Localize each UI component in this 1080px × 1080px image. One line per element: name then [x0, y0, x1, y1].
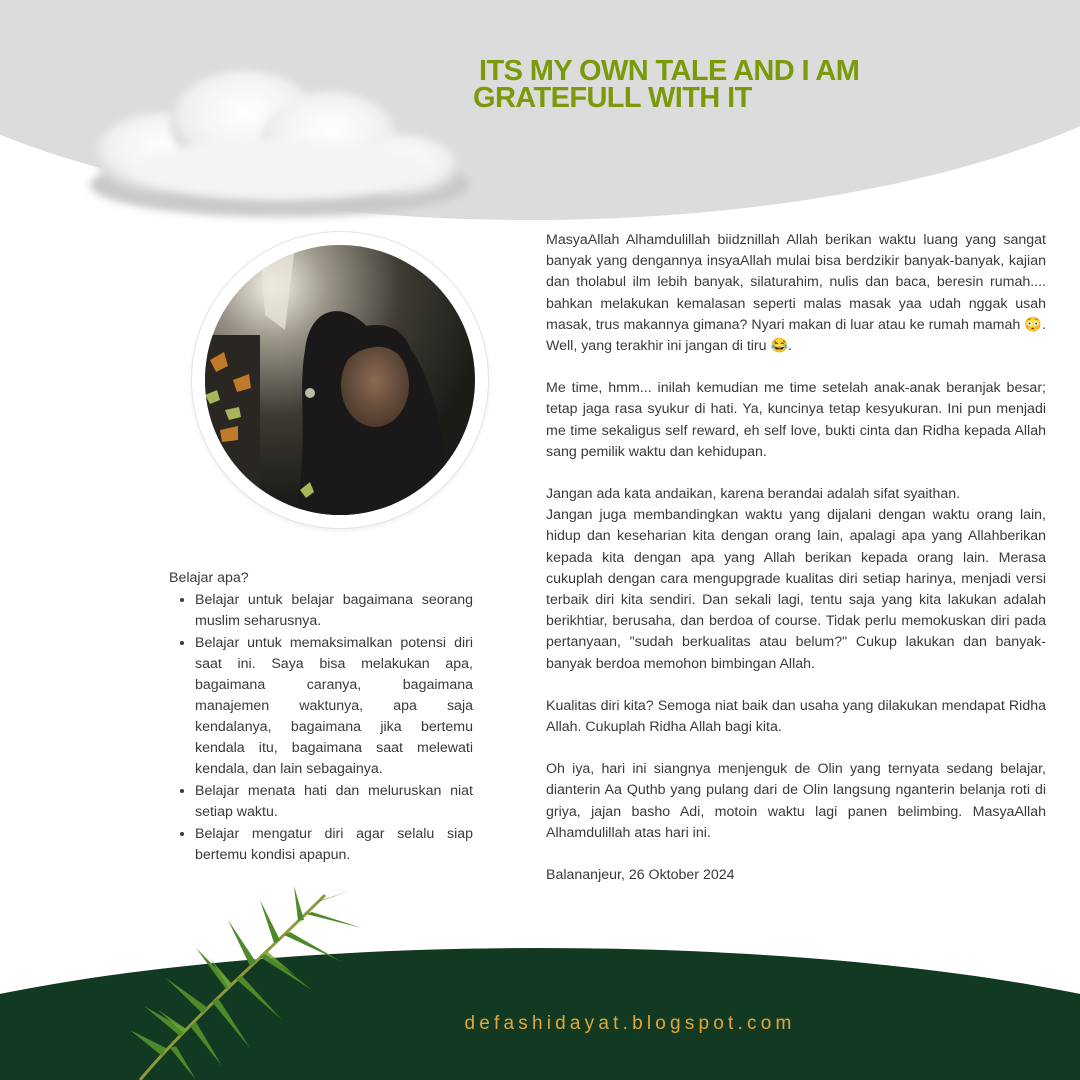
title-line-2: GRATEFULL WITH IT [473, 82, 752, 114]
learning-heading: Belajar apa? [169, 570, 249, 586]
paragraph: MasyaAllah Alhamdulillah biidznillah Allah berikan waktu luang yang sangat banyak yang dengannya insyaAllah mulai bisa berdzikir banyak-banyak, kajian dan tholabul ilm lebih banyak, silaturahim, nulis dan baca, beresin rumah.... bahkan melakukan kemalasan seperti malas masak yaa udah nggak usah masak, trus makannya gimana? Nyari makan di luar atau ke rumah mamah 😳. Well, yang terakhir ini jangan di tiru 😂. [546, 232, 1046, 355]
list-item: • Belajar untuk belajar bagaimana seorang muslim seharusnya. [195, 590, 473, 632]
learning-section [169, 568, 473, 867]
list-item: • Belajar menata hati dan meluruskan niat setiap waktu. [195, 781, 473, 823]
cloud-illustration [70, 55, 490, 225]
paragraph: Oh iya, hari ini siangnya menjenguk de Olin yang ternyata sedang belajar, dianterin Aa Quthb yang pulang dari de Olin langsung nganterin belanja roti di griya, jajan basho Adi, motoin waktu lagi panen belimbing. MasyaAllah Alhamdulillah atas hari ini. [546, 761, 1046, 841]
blog-url[interactable]: defashidayat.blogspot.com [464, 1013, 796, 1034]
signature: Balananjeur, 26 Oktober 2024 [546, 867, 735, 884]
list-item: • Belajar untuk memaksimalkan potensi diri saat ini. Saya bisa melakukan apa, bagaimana caranya, bagaimana manajemen waktunya, apa saja kendalanya, bagaimana jika bertemu kendala itu, bagaimana saat melewati kendala, dan lain sebagainya. [195, 633, 473, 780]
paragraph: Jangan ada kata andaikan, karena berandai adalah sifat syaithan. [546, 486, 961, 503]
paragraph: Kualitas diri kita? Semoga niat baik dan usaha yang dilakukan mendapat Ridha Allah. Cukuplah Ridha Allah bagi kita. [546, 697, 1046, 736]
article-body [546, 230, 1046, 907]
paragraph: Me time, hmm... inilah kemudian me time setelah anak-anak beranjak besar; tetap jaga rasa syukur di hati. Ya, kuncinya tetap kesyukuran. Ini pun menjadi me time sekaligus self reward, eh self love, bukti cinta dan Ridha kepada Allah sang pemilik waktu dan kehidupan. [546, 380, 1046, 460]
learning-list [169, 590, 473, 866]
list-item: • Belajar mengatur diri agar selalu siap bertemu kondisi apapun. [195, 824, 473, 866]
page-title [473, 55, 993, 114]
paragraph: Jangan juga membandingkan waktu yang dijalani dengan waktu orang lain, hidup dan keseharian kita dengan orang lain, apalagi apa yang Allahberikan kepada kita dengan apa yang Allah berikan kepada orang lain. Merasa cukuplah dengan cara mengupgrade kualitas diri setiap harinya, menjadi versi terbaik diri kita sendiri. Dan sekali lagi, tentu saja yang kita lakukan adalah berikhtiar, berusaha, dan berdoa of course. Tidak perlu memokuskan diri pada pertanyaan, "sudah berkualitas atau belum?" Cukup lakukan dan banyak-banyak berdoa memohon bimbingan Allah. [546, 507, 1046, 672]
palm-leaf-illustration [100, 880, 400, 1080]
profile-photo [205, 245, 475, 515]
title-line-1: ITS MY OWN TALE AND I AM [479, 55, 860, 87]
